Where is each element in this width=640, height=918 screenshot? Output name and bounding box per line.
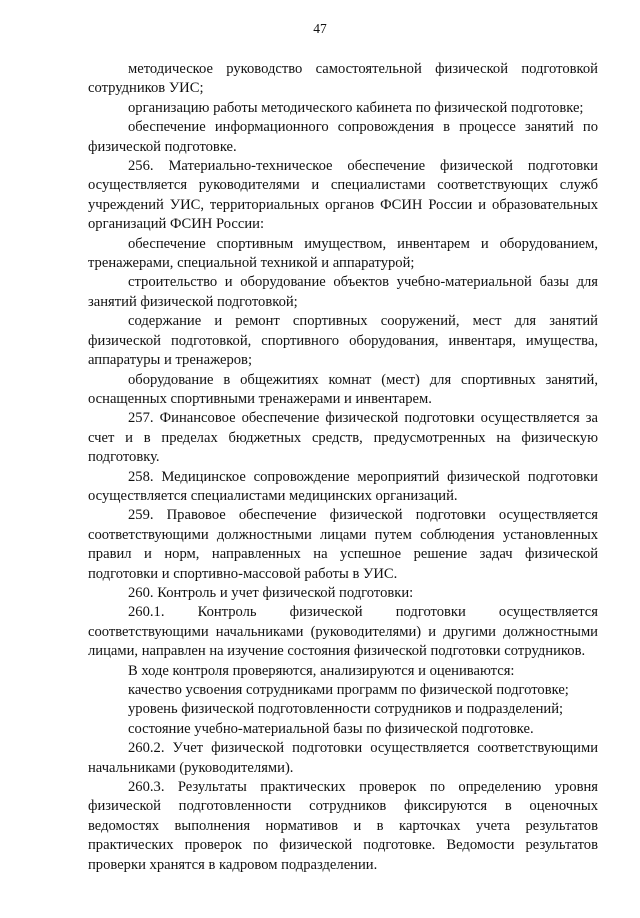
paragraph-260-3: 260.3. Результаты практических проверок по определению уровня физической подготовленности сотрудников фиксируются в оценочных ведомостях выполнения нормативов и в карточках учета результатов практических проверок по физической подготовке. Ведомости результатов проверки хранятся в кадровом подразделении. (88, 779, 598, 873)
paragraph-construction: строительство и оборудование объектов учебно-материальной базы для занятий физической подготовкой; (88, 274, 598, 310)
paragraph-260-1: 260.1. Контроль физической подготовки осуществляется соответствующими начальниками (руководителями) и другими должностными лицами, направлен на изучение состояния физической подготовки сотрудников. (88, 604, 598, 660)
paragraph-258: 258. Медицинское сопровождение мероприятий физической подготовки осуществляется специалистами медицинских организаций. (88, 468, 598, 504)
paragraph-material-base-state: состояние учебно-материальной базы по физической подготовке. (128, 720, 534, 737)
paragraph-methodical-guidance: методическое руководство самостоятельной физической подготовкой сотрудников УИС; (88, 61, 598, 97)
paragraph-260: 260. Контроль и учет физической подготовки: (128, 584, 414, 601)
paragraph-259: 259. Правовое обеспечение физической подготовки осуществляется соответствующими должностными лицами путем соблюдения установленных правил и норм, направленных на успешное решение задач физической подготовки и спортивно-массовой работы в УИС. (88, 507, 598, 582)
paragraph-256: 256. Материально-техническое обеспечение физической подготовки осуществляется руководителями и специалистами соответствующих служб учреждений УИС, территориальных органов ФСИН России и образовательных организаций ФСИН России: (88, 158, 598, 233)
paragraph-257: 257. Финансовое обеспечение физической подготовки осуществляется за счет и в пределах бюджетных средств, предусмотренных на физическую подготовку. (88, 410, 598, 466)
paragraph-maintenance: содержание и ремонт спортивных сооружений, мест для занятий физической подготовкой, спортивного оборудования, инвентаря, имущества, аппаратуры и тренажеров; (88, 313, 598, 369)
paragraph-information-support: обеспечение информационного сопровождения в процессе занятий по физической подготовке. (88, 119, 598, 155)
paragraph-sport-equipment: обеспечение спортивным имуществом, инвентарем и оборудованием, тренажерами, специальной техникой и аппаратурой; (88, 235, 598, 272)
paragraph-methodical-cabinet: организацию работы методического кабинета по физической подготовке; (128, 99, 584, 116)
paragraph-program-quality: качество усвоения сотрудниками программ по физической подготовке; (128, 682, 569, 698)
paragraph-fitness-level: уровень физической подготовленности сотрудников и подразделений; (128, 701, 564, 718)
paragraph-260-2: 260.2. Учет физической подготовки осуществляется соответствующими начальниками (руководителями). (88, 740, 598, 776)
paragraph-control-intro: В ходе контроля проверяются, анализируются и оцениваются: (128, 662, 515, 679)
page-number: 47 (313, 21, 327, 36)
paragraph-dormitory-rooms: оборудование в общежитиях комнат (мест) для спортивных занятий, оснащенных спортивными тренажерами и инвентарем. (88, 371, 598, 407)
document-body (88, 60, 598, 875)
